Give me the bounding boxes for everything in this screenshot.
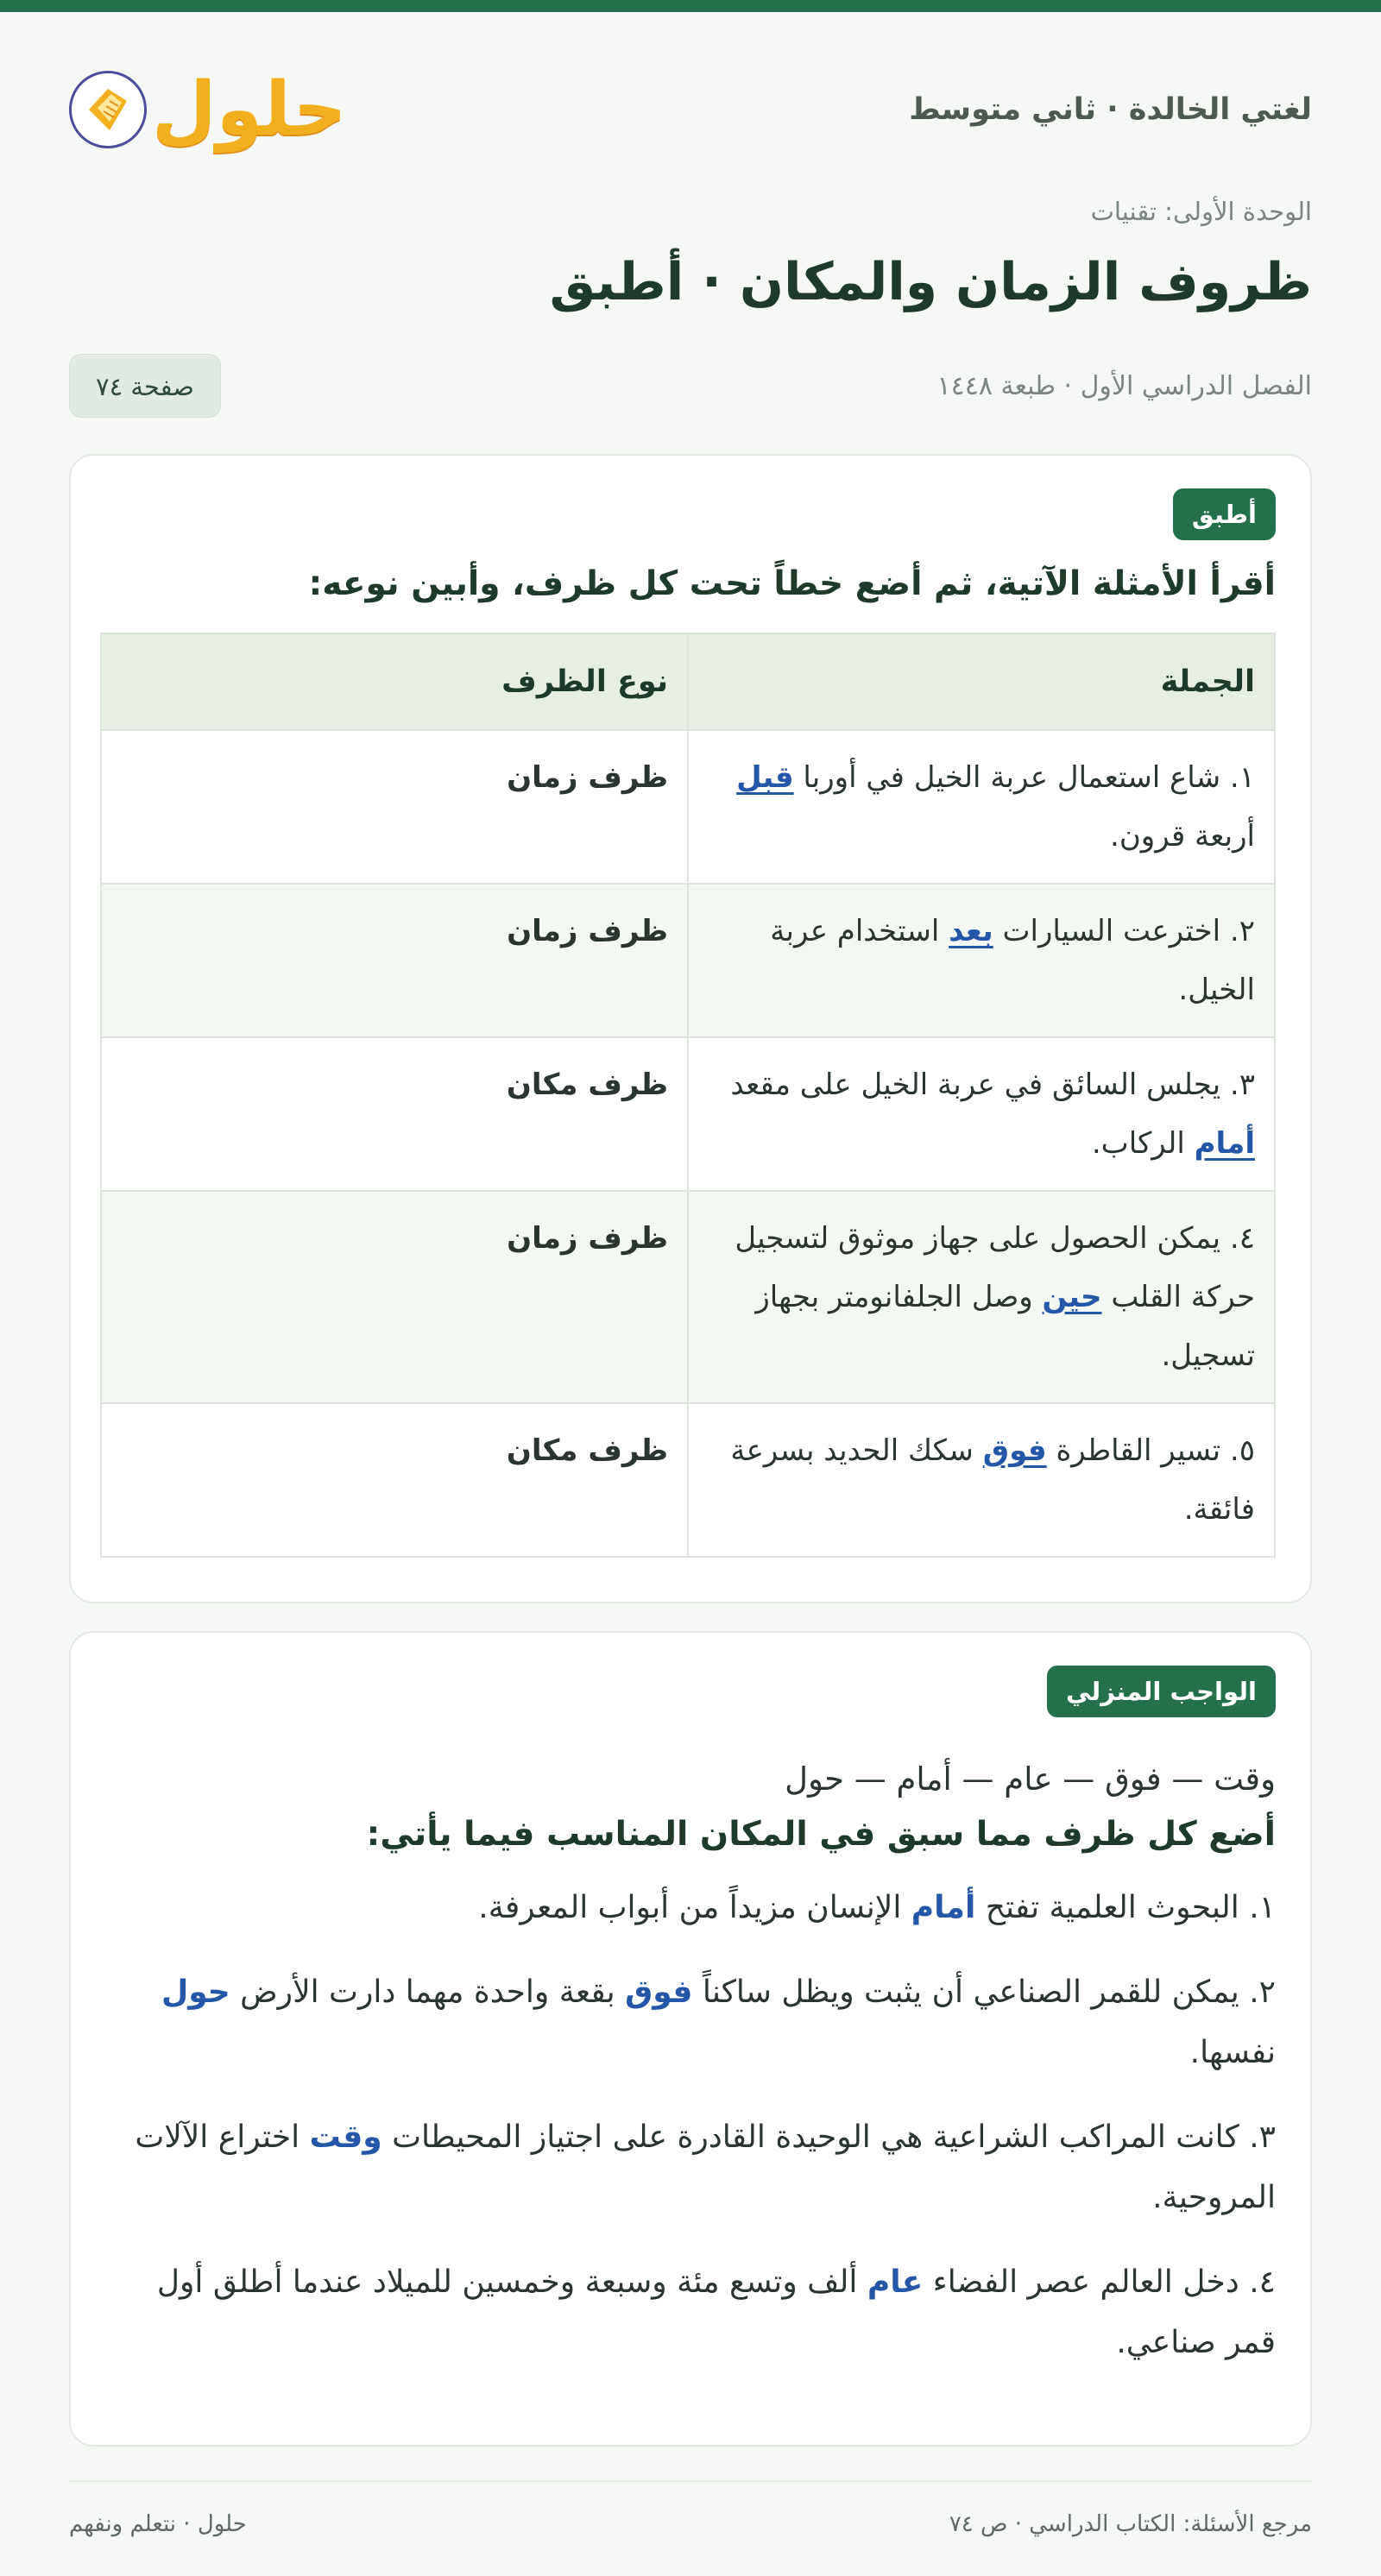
page-title: ظروف الزمان والمكان · أطبق xyxy=(549,252,1312,312)
answer-keyword: حول xyxy=(161,1975,230,2010)
table-row xyxy=(101,1403,1275,1557)
list-item: ٢. يمكن للقمر الصناعي أن يثبت ويظل ساكناً فوق بقعة واحدة مهما دارت الأرض حول نفسها. xyxy=(161,1975,1276,2070)
adverb-keyword: حين xyxy=(1042,1280,1102,1314)
apply-card xyxy=(69,454,1312,1603)
apply-badge: أطبق xyxy=(1173,488,1276,540)
homework-list xyxy=(105,1878,1276,2373)
answer-keyword: عام xyxy=(867,2264,924,2300)
homework-card xyxy=(69,1631,1312,2447)
list-item: ٣. كانت المراكب الشراعية هي الوحيدة القادرة على اجتياز المحيطات وقت اختراع الآلات المروحية. xyxy=(135,2119,1276,2215)
page-header xyxy=(69,54,1312,166)
sentence-cell: ٣. يجلس السائق في عربة الخيل على مقعد أمام الركاب. xyxy=(688,1037,1275,1191)
adverb-type-cell: ظرف زمان xyxy=(101,884,688,1037)
page-footer xyxy=(69,2480,1312,2567)
sentence-cell: ٤. يمكن الحصول على جهاز موثوق لتسجيل حركة القلب حين وصل الجلفانومتر بجهاز تسجيل. xyxy=(688,1191,1275,1403)
site-title: لغتي الخالدة · ثاني متوسط xyxy=(909,92,1312,127)
table-row xyxy=(101,1191,1275,1403)
logo-wordmark: حلول xyxy=(152,66,347,153)
answer-keyword: وقت xyxy=(309,2119,382,2155)
adverb-keyword: قبل xyxy=(736,760,794,795)
adverb-type-cell: ظرف مكان xyxy=(101,1403,688,1557)
adverb-type-cell: ظرف زمان xyxy=(101,1191,688,1403)
sentence-cell: ٢. اخترعت السيارات بعد استخدام عربة الخيل. xyxy=(688,884,1275,1037)
book-icon xyxy=(69,71,147,148)
semester-info: الفصل الدراسي الأول · طبعة ١٤٤٨ xyxy=(936,370,1312,401)
table-row xyxy=(101,730,1275,884)
adverb-type-cell: ظرف زمان xyxy=(101,730,688,884)
adverb-keyword: أمام xyxy=(1194,1126,1255,1161)
page-number-badge: صفحة ٧٤ xyxy=(69,354,221,418)
list-item: ١. البحوث العلمية تفتح أمام الإنسان مزيداً من أبواب المعرفة. xyxy=(478,1890,1276,1925)
sentence-cell: ١. شاع استعمال عربة الخيل في أوربا قبل أربعة قرون. xyxy=(688,730,1275,884)
unit-label: الوحدة الأولى: تقنيات xyxy=(1090,197,1312,226)
adverb-keyword: فوق xyxy=(982,1433,1047,1468)
apply-instructions: أقرأ الأمثلة الآتية، ثم أضع خطاً تحت كل ظرف، وأبين نوعه: xyxy=(308,564,1276,603)
answer-keyword: فوق xyxy=(625,1975,693,2010)
answer-keyword: أمام xyxy=(911,1890,976,1925)
adverb-keyword: بعد xyxy=(949,914,993,948)
adverbs-table xyxy=(100,633,1276,1558)
table-header-row xyxy=(101,633,1275,730)
site-logo[interactable] xyxy=(69,66,347,153)
sentence-cell: ٥. تسير القاطرة فوق سكك الحديد بسرعة فائقة. xyxy=(688,1403,1275,1557)
footer-reference: مرجع الأسئلة: الكتاب الدراسي · ص ٧٤ xyxy=(949,2511,1312,2537)
footer-slogan: حلول · نتعلم ونفهم xyxy=(69,2511,247,2537)
adverb-type-cell: ظرف مكان xyxy=(101,1037,688,1191)
table-row xyxy=(101,884,1275,1037)
meta-row xyxy=(69,354,1312,418)
top-accent-bar xyxy=(0,0,1381,12)
table-row xyxy=(101,1037,1275,1191)
homework-instructions: أضع كل ظرف مما سبق في المكان المناسب فيما يأتي: xyxy=(366,1815,1276,1854)
word-bank: وقت — فوق — عام — أمام — حول xyxy=(785,1760,1276,1798)
list-item: ٤. دخل العالم عصر الفضاء عام ألف وتسع مئة وسبعة وخمسين للميلاد عندما أطلق أول قمر صناعي. xyxy=(156,2264,1276,2360)
column-header-type: نوع الظرف xyxy=(101,633,688,730)
column-header-sentence: الجملة xyxy=(688,633,1275,730)
homework-badge: الواجب المنزلي xyxy=(1047,1666,1276,1717)
